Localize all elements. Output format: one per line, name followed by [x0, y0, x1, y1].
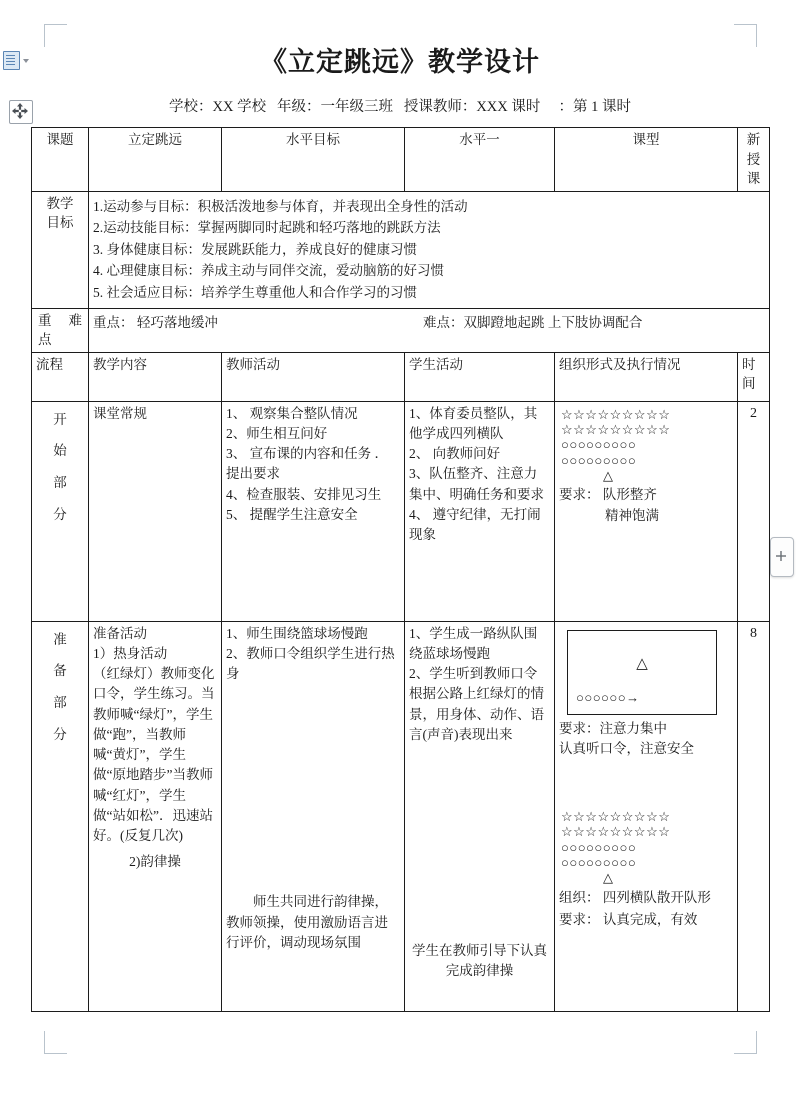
table-row-headers [32, 352, 770, 401]
cell-organization-opening [555, 401, 738, 621]
table-row-key-difficulty [32, 308, 770, 352]
page-title: 《立定跳远》教学设计 [260, 47, 540, 77]
student-activity-item: 4、 遵守纪律，无打闹现象 [409, 506, 541, 543]
formation-star-row: ☆☆☆☆☆☆☆☆☆ [561, 809, 671, 825]
teacher-activity-item: 2、师生相互问好 [226, 425, 328, 441]
cell-key-difficulty-label [32, 308, 89, 352]
organization-requirement [559, 483, 733, 526]
cell-student-preparation [405, 621, 555, 1011]
flow-char: 备 [53, 663, 67, 679]
cell-flow-opening [32, 401, 89, 621]
court-circle-row: ○○○○○○→ [576, 689, 640, 705]
flow-char: 始 [53, 443, 67, 459]
key-difficulty-label-line1 [36, 311, 84, 331]
flow-char: 开 [53, 411, 67, 427]
cell-content-opening [89, 401, 222, 621]
formation-star-row: ☆☆☆☆☆☆☆☆☆ [561, 824, 671, 840]
subtitle-text: 学校：XX 学校 年级：一年级三班 授课教师：XXX 课时 ：第 1 课时 [169, 99, 631, 115]
teacher-activity-item: 5、 提醒学生注意安全 [226, 506, 358, 522]
cell-label-level: 水平目标 [222, 128, 405, 192]
student-activity-item: 1、体育委员整队，其他学成四列横队 [409, 405, 538, 441]
flow-char: 部 [53, 475, 67, 491]
objectives-label-line2: 目标 [46, 215, 74, 231]
court-triangle-icon: △ [636, 655, 648, 672]
teacher-activity-lower: 师生共同进行韵律操，教师领操，使用激励语言进行评价，调动现场氛围 [226, 894, 388, 950]
requirement-line2: 认真听口令，注意安全 [559, 740, 694, 756]
cell-flow-preparation [32, 621, 89, 1011]
requirement-line1: 要求：注意力集中 [559, 720, 667, 736]
cell-time-preparation: 8 [738, 621, 770, 1011]
student-activity-item: 2、学生听到教师口令根据公路上红绿灯的情景，用身体、动作、语言(声音)表现出来 [409, 666, 544, 742]
cell-time-opening: 2 [738, 401, 770, 621]
formation-circle-row: ○○○○○○○○○ [561, 855, 637, 871]
margin-corner-bottom-right [734, 1031, 757, 1054]
objective-item: 3. 身体健康目标：发展跳跃能力，养成良好的健康习惯 [93, 241, 417, 257]
requirement-line1: 要求： 队形整齐 [559, 487, 657, 503]
table-row-preparation [32, 621, 770, 1011]
formation-star-row: ☆☆☆☆☆☆☆☆☆ [561, 421, 671, 437]
cell-label-type: 课型 [555, 128, 738, 192]
cell-teacher-preparation [222, 621, 405, 1011]
insert-row-button[interactable] [770, 537, 794, 577]
teacher-activity-item: 2、教师口令组织学生进行热身 [226, 645, 395, 682]
cell-key-difficulty-body [89, 308, 770, 352]
header-organization: 组织形式及执行情况 [555, 352, 738, 401]
organization-label: 组织： 四列横队散开队形 [559, 889, 711, 905]
header-student: 学生活动 [405, 352, 555, 401]
cell-label-topic: 课题 [32, 128, 89, 192]
formation-triangle-icon: △ [603, 870, 614, 886]
cell-content-preparation [89, 621, 222, 1011]
student-activity-item: 1、学生成一路纵队围绕蓝球场慢跑 [409, 625, 538, 661]
cell-teacher-opening [222, 401, 405, 621]
table-row-info [32, 128, 770, 192]
cell-student-opening [405, 401, 555, 621]
student-activity-item: 2、 向教师问好 [409, 446, 501, 462]
header-flow: 流程 [32, 352, 89, 401]
kd-char-1: 重 [38, 312, 52, 328]
cell-value-level: 水平一 [405, 128, 555, 192]
teacher-activity-item: 1、师生围绕篮球场慢跑 [226, 625, 368, 641]
difficulty-point-text: 难点：双脚蹬地起跳 上下肢协调配合 [423, 314, 643, 330]
header-content: 教学内容 [89, 352, 222, 401]
header-time-line2: 间 [742, 376, 756, 392]
teacher-activity-item: 1、 观察集合整队情况 [226, 405, 358, 421]
kd-char-2: 难 [68, 312, 82, 328]
objective-item: 2.运动技能目标：掌握两脚同时起跳和轻巧落地的跳跃方法 [93, 220, 441, 236]
cell-organization-preparation [555, 621, 738, 1011]
teacher-activity-item: 4、检查服装、安排见习生 [226, 486, 382, 502]
court-diagram [567, 630, 717, 715]
key-difficulty-line [93, 311, 765, 335]
cell-value-topic: 立定跳远 [89, 128, 222, 192]
key-difficulty-label-line2: 点 [38, 332, 52, 348]
student-activity-item: 3、队伍整齐、注意力集中、明确任务和要求 [409, 466, 544, 502]
objective-item: 4. 心理健康目标：养成主动与同伴交流，爱动脑筋的好习惯 [93, 263, 444, 279]
formation-circle-row: ○○○○○○○○○ [561, 452, 637, 468]
cell-objectives-label [32, 191, 89, 308]
lesson-plan-table [31, 127, 770, 1012]
organization-requirement-bottom: 要求： 认真完成，有效 [559, 912, 698, 928]
formation-star-row: ☆☆☆☆☆☆☆☆☆ [561, 406, 671, 422]
cell-objectives-body [89, 191, 770, 308]
flow-char: 准 [53, 631, 67, 647]
teacher-activity-item: 3、 宣布课的内容和任务 ．提出要求 [226, 446, 388, 482]
table-row-objectives [32, 191, 770, 308]
formation-circle-row: ○○○○○○○○○ [561, 839, 637, 855]
key-point-text: 重点： 轻巧落地缓冲 [93, 314, 218, 330]
formation-circle-row: ○○○○○○○○○ [561, 437, 637, 453]
content-text: 课堂常规 [93, 405, 147, 421]
flow-char: 分 [53, 726, 67, 742]
header-time-line1: 时 [742, 356, 756, 372]
header-time [738, 352, 770, 401]
table-row-opening [32, 401, 770, 621]
flow-char: 分 [53, 506, 67, 522]
formation-diagram [559, 404, 733, 484]
student-activity-lower: 学生在教师引导下认真完成韵律操 [412, 943, 547, 979]
content-text: 2)韵律操 [129, 854, 181, 870]
organization-requirement-top [559, 717, 733, 760]
cell-value-type: 新授课 [738, 128, 770, 192]
content-text: 1）热身活动 [93, 645, 168, 661]
objectives-label-line1: 教学 [46, 195, 74, 211]
objectives-list [93, 194, 765, 306]
formation-triangle-icon: △ [603, 467, 614, 483]
objective-item: 1.运动参与目标：积极活泼地参与体育，并表现出全身性的活动 [93, 198, 468, 214]
content-text: （红绿灯）教师变化口令，学生练习。当教师喊“绿灯”，学生做“跑”，当教师喊“黄灯”，学生做“原地踏步”当教师喊“红灯”，学生做“站如松”．迅速站好。(反复几次) [93, 666, 215, 844]
document-subtitle [0, 95, 800, 116]
content-text: 准备活动 [93, 625, 147, 641]
requirement-line2: 精神饱满 [605, 507, 659, 523]
objective-item: 5. 社会适应目标：培养学生尊重他人和合作学习的习惯 [93, 284, 417, 300]
header-teacher: 教师活动 [222, 352, 405, 401]
formation-diagram [559, 759, 733, 886]
margin-corner-bottom-left [44, 1031, 67, 1054]
flow-char: 部 [53, 695, 67, 711]
